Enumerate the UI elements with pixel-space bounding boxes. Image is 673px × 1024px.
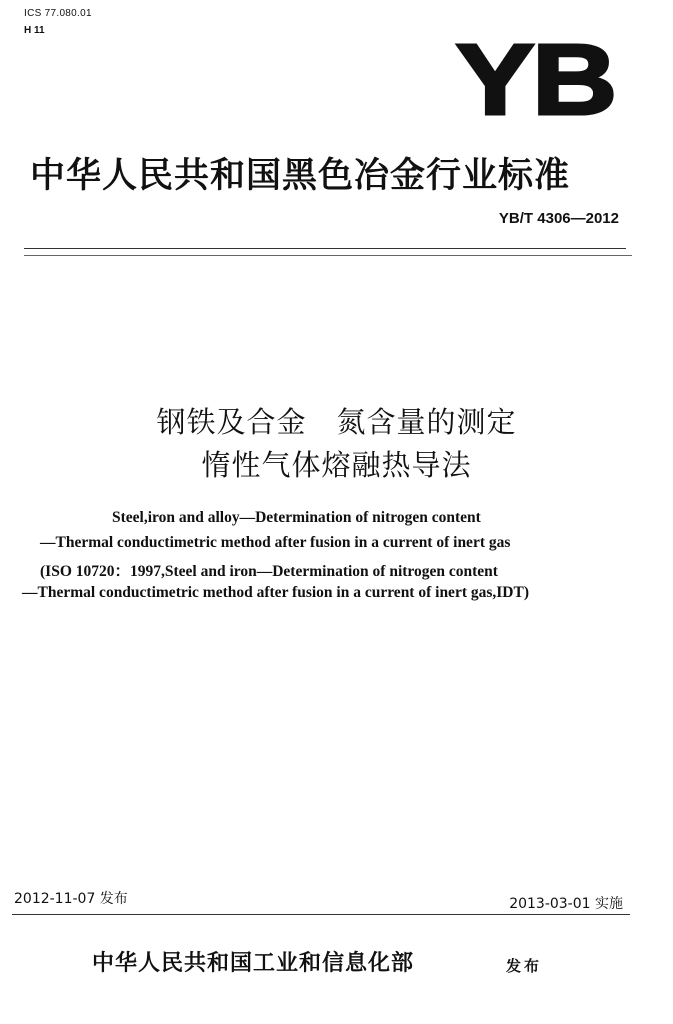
footer-divider	[12, 914, 630, 915]
issuer: 中华人民共和国工业和信息化部	[92, 951, 415, 976]
standard-title: 中华人民共和国黑色冶金行业标准	[30, 156, 571, 196]
ics-code: ICS 77.080.01	[24, 8, 92, 19]
standard-number: YB/T 4306—2012	[498, 210, 619, 227]
classification-code: H 11	[24, 25, 45, 36]
implementation-date: 2013-03-01 实施	[509, 896, 623, 912]
issued-label: 发布	[506, 957, 543, 975]
title-cn-line1: 钢铁及合金 氮含量的测定	[156, 405, 517, 439]
title-en-line3: (ISO 10720：1997,Steel and iron—Determination of nitrogen content	[40, 563, 498, 580]
header-divider-secondary	[24, 255, 632, 256]
title-en-line1: Steel,iron and alloy—Determination of nitrogen content	[112, 509, 481, 526]
title-en-line4: —Thermal conductimetric method after fusion in a current of inert gas,IDT)	[22, 584, 529, 601]
title-cn-line2: 惰性气体熔融热导法	[201, 448, 472, 482]
title-en-line2: —Thermal conductimetric method after fusion in a current of inert gas	[40, 534, 511, 551]
issue-date: 2012-11-07 发布	[14, 891, 128, 907]
header-divider	[24, 248, 626, 249]
yb-logo: YB	[455, 24, 615, 136]
